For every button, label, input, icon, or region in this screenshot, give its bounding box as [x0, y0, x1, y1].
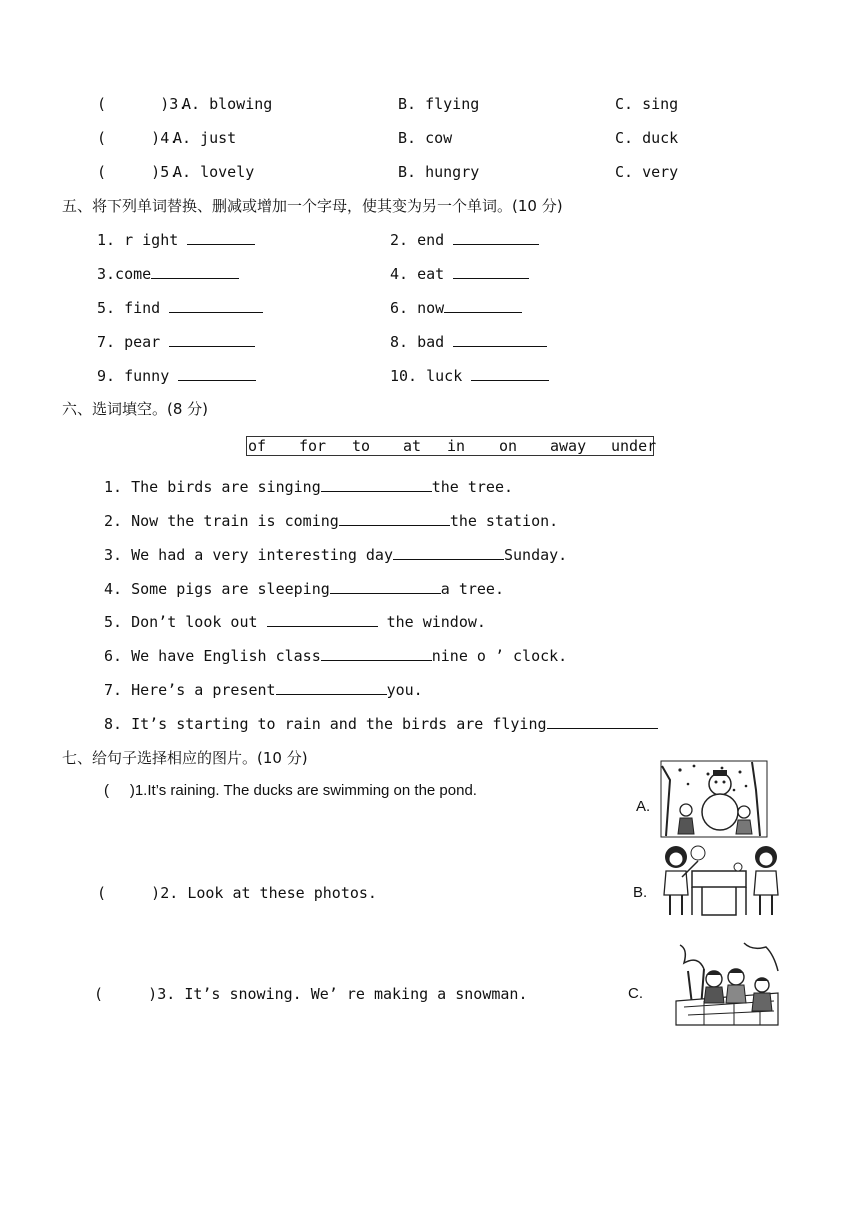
word-bank-word: on — [499, 437, 518, 455]
answer-blank[interactable] — [339, 511, 450, 526]
answer-blank[interactable] — [453, 264, 529, 279]
answer-blank[interactable] — [151, 264, 239, 279]
s5-item: 10. luck — [390, 366, 549, 386]
answer-paren[interactable]: ( )1. — [104, 782, 148, 799]
s4-row4-option-b: B. cow — [398, 129, 453, 147]
section5-title: 五、将下列单词替换、删减或增加一个字母，使其变为另一个单词。(10 分) — [62, 197, 563, 215]
answer-blank[interactable] — [444, 298, 522, 313]
answer-blank[interactable] — [169, 332, 255, 347]
s4-row5-option-c: C. very — [615, 163, 679, 181]
section7-title: 七、给句子选择相应的图片。(10 分) — [62, 749, 308, 767]
answer-blank[interactable] — [330, 579, 441, 594]
s5-item: 6. now — [390, 298, 522, 318]
answer-blank[interactable] — [321, 646, 432, 661]
s4-row5-option-a: A. lovely — [173, 163, 255, 181]
s5-item: 7. pear — [97, 332, 255, 352]
s5-item: 4. eat — [390, 264, 529, 284]
s7-item: ( )2. Look at these photos. — [97, 884, 377, 902]
word-bank-word: in — [447, 437, 466, 455]
children-under-tree-picture-icon — [674, 941, 780, 1027]
answer-blank[interactable] — [178, 366, 256, 381]
s5-item: 2. end — [390, 230, 539, 250]
s5-item: 1. r ight — [97, 230, 255, 250]
section6-title: 六、选词填空。(8 分) — [62, 400, 209, 418]
s5-item: 5. find — [97, 298, 263, 318]
answer-blank[interactable] — [471, 366, 549, 381]
picture-label-b: B. — [633, 884, 648, 901]
word-bank-word: to — [352, 437, 371, 455]
s6-item: 5. Don’t look out the window. — [104, 613, 486, 631]
s6-item: 2. Now the train is coming the station. — [104, 512, 559, 530]
children-at-table-picture-icon — [662, 841, 782, 917]
s6-item: 6. We have English class nine o ’ clock. — [104, 647, 568, 665]
s5-item: 9. funny — [97, 366, 256, 386]
s4-row3-option-a: A. blowing — [182, 95, 273, 113]
word-bank-word: at — [403, 437, 422, 455]
s5-item: 8. bad — [390, 332, 547, 352]
word-bank-word: away — [550, 437, 587, 455]
s4-row3-paren[interactable]: ( )3. — [97, 95, 188, 113]
word-bank-word: under — [611, 437, 657, 455]
answer-blank[interactable] — [453, 230, 539, 245]
s6-item: 3. We had a very interesting day Sunday. — [104, 546, 568, 564]
word-bank-word: for — [299, 437, 327, 455]
answer-blank[interactable] — [276, 680, 387, 695]
answer-blank[interactable] — [547, 714, 658, 729]
answer-blank[interactable] — [393, 545, 504, 560]
s4-row5-paren[interactable]: ( )5. — [97, 163, 179, 181]
s4-row3-option-c: C. sing — [615, 95, 679, 113]
s6-item: 1. The birds are singing the tree. — [104, 478, 514, 496]
s7-item: ( )1.It’s raining. The ducks are swimming on the pond. — [104, 782, 477, 799]
picture-label-c: C. — [628, 985, 643, 1002]
s6-item: 8. It’s starting to rain and the birds are flying — [104, 714, 658, 734]
s7-item: ( )3. It’s snowing. We’ re making a snowman. — [94, 985, 528, 1003]
picture-label-a: A. — [636, 798, 651, 815]
s4-row5-option-b: B. hungry — [398, 163, 480, 181]
s4-row4-option-c: C. duck — [615, 129, 679, 147]
s4-row3-option-b: B. flying — [398, 95, 480, 113]
answer-blank[interactable] — [187, 230, 255, 245]
s5-item: 3.come — [97, 264, 239, 284]
s6-item: 4. Some pigs are sleeping a tree. — [104, 580, 504, 598]
answer-blank[interactable] — [267, 612, 378, 627]
answer-blank[interactable] — [169, 298, 263, 313]
s4-row4-option-a: A. just — [173, 129, 237, 147]
answer-blank[interactable] — [321, 477, 432, 492]
s4-row4-paren[interactable]: ( )4. — [97, 129, 179, 147]
s6-item: 7. Here’s a present you. — [104, 681, 423, 699]
answer-paren[interactable]: ( )3. — [94, 985, 176, 1003]
word-bank-word: of — [248, 437, 267, 455]
answer-paren[interactable]: ( )2. — [97, 884, 179, 902]
snowman-picture-icon — [660, 760, 768, 838]
word-bank-box — [246, 436, 657, 456]
answer-blank[interactable] — [453, 332, 547, 347]
